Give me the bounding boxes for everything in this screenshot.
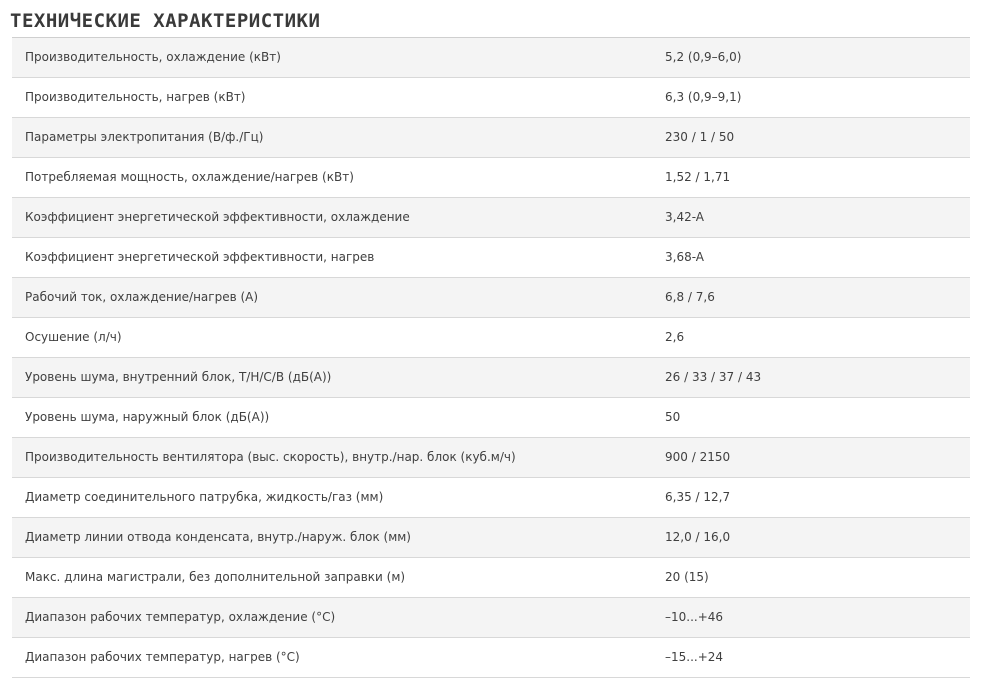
spec-label: Макс. длина магистрали, без дополнительной заправки (м): [25, 570, 406, 584]
spec-label: Диапазон рабочих температур, охлаждение (°С): [25, 610, 336, 624]
table-row: [12, 38, 970, 78]
spec-label: Коэффициент энергетической эффективности, охлаждение: [25, 210, 410, 224]
spec-label: Производительность, охлаждение (кВт): [25, 50, 281, 64]
spec-label: Диапазон рабочих температур, нагрев (°С): [25, 650, 300, 664]
table-row: [12, 598, 970, 638]
table-row: [12, 78, 970, 118]
table-row: [12, 198, 970, 238]
table-row: [12, 318, 970, 358]
spec-label: Осушение (л/ч): [25, 330, 122, 344]
spec-value: –10...+46: [665, 610, 724, 624]
table-row: [12, 158, 970, 198]
table-row: [12, 238, 970, 278]
spec-value: 230 / 1 / 50: [665, 130, 735, 144]
spec-label: Уровень шума, внутренний блок, Т/Н/С/В (дБ(А)): [25, 370, 332, 384]
spec-label: Диаметр линии отвода конденсата, внутр./наруж. блок (мм): [25, 530, 411, 544]
spec-label: Производительность вентилятора (выс. скорость), внутр./нар. блок (куб.м/ч): [25, 450, 516, 464]
table-row: [12, 518, 970, 558]
spec-value: 50: [665, 410, 681, 424]
spec-label: Параметры электропитания (В/ф./Гц): [25, 130, 264, 144]
spec-label: Уровень шума, наружный блок (дБ(А)): [25, 410, 270, 424]
spec-value: 6,35 / 12,7: [665, 490, 731, 504]
table-row: [12, 118, 970, 158]
table-row: [12, 398, 970, 438]
spec-value: 5,2 (0,9–6,0): [665, 50, 742, 64]
spec-value: 3,42-A: [665, 210, 704, 224]
spec-value: 12,0 / 16,0: [665, 530, 731, 544]
spec-label: Производительность, нагрев (кВт): [25, 90, 246, 104]
page-title: ТЕХНИЧЕСКИЕ ХАРАКТЕРИСТИКИ: [10, 10, 321, 32]
table-row: [12, 438, 970, 478]
spec-label: Потребляемая мощность, охлаждение/нагрев (кВт): [25, 170, 354, 184]
spec-value: 6,8 / 7,6: [665, 290, 715, 304]
specs-table: [12, 37, 970, 678]
table-row: [12, 478, 970, 518]
spec-value: 6,3 (0,9–9,1): [665, 90, 742, 104]
spec-label: Диаметр соединительного патрубка, жидкость/газ (мм): [25, 490, 384, 504]
table-row: [12, 638, 970, 678]
spec-value: 3,68-A: [665, 250, 704, 264]
table-row: [12, 558, 970, 598]
spec-value: 900 / 2150: [665, 450, 731, 464]
table-row: [12, 278, 970, 318]
spec-value: 20 (15): [665, 570, 709, 584]
spec-value: 2,6: [665, 330, 685, 344]
spec-value: –15...+24: [665, 650, 724, 664]
table-row: [12, 358, 970, 398]
spec-value: 1,52 / 1,71: [665, 170, 731, 184]
spec-value: 26 / 33 / 37 / 43: [665, 370, 762, 384]
spec-label: Рабочий ток, охлаждение/нагрев (А): [25, 290, 259, 304]
spec-label: Коэффициент энергетической эффективности, нагрев: [25, 250, 375, 264]
